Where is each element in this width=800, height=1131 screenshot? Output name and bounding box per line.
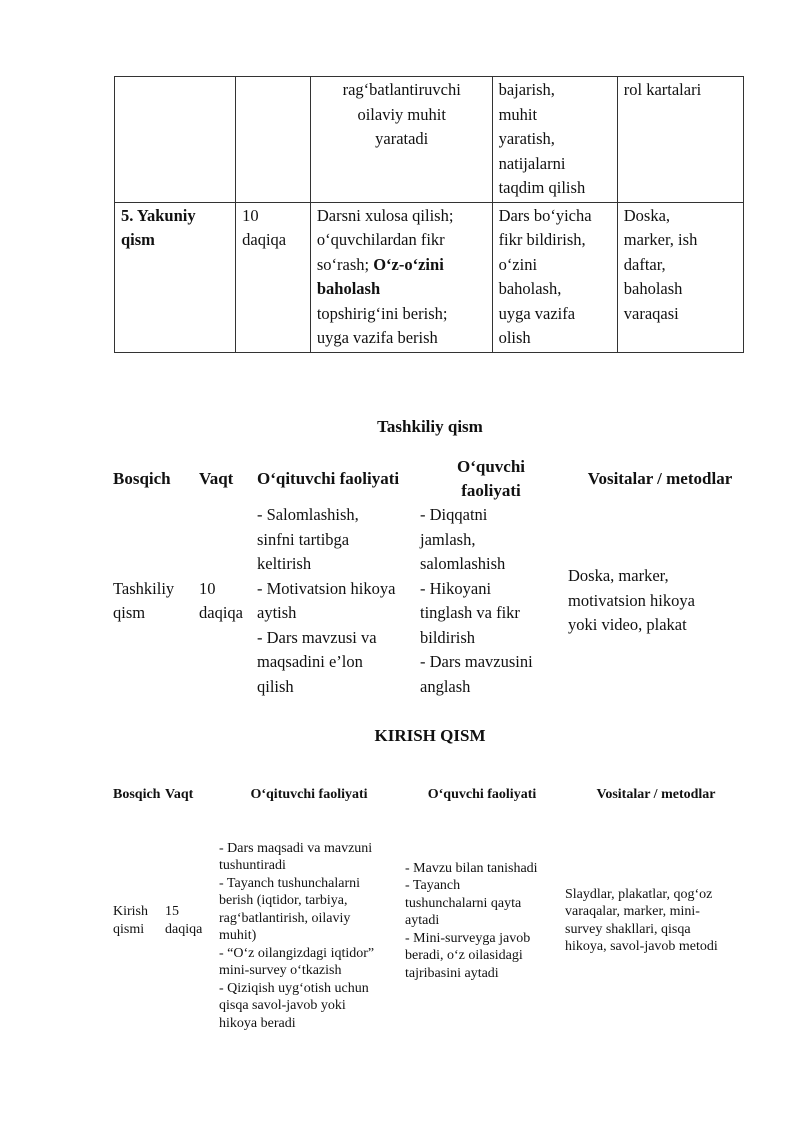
- table-cell-teacher: - Dars maqsadi va mavzuni tushuntiradi - Tayanch tushunchalarni berish (iqtidor, tarbiya, rag‘batlantirish, oilaviy muhit) - “O‘z oilangizdagi iqtidor” mini-survey o‘tkazish - Qiziqish uyg‘otish uchun qisqa savol-javob yoki hikoya beradi: [219, 840, 375, 1031]
- section-title-tashkiliy: Tashkiliy qism: [377, 417, 483, 436]
- table-cell-stage: Tashkiliy qism: [113, 578, 175, 622]
- table-cell-time: 10 daqiqa: [199, 578, 243, 622]
- table-header-row: [110, 455, 755, 503]
- header-tools: Vositalar / metodlar: [587, 469, 733, 488]
- header-bosqich: Bosqich: [113, 787, 161, 802]
- table-cell-teacher: Darsni xulosa qilish; o‘quvchilardan fikr so‘rash; O‘z-o‘zini baholash topshirig‘ini berish; uyga vazifa berish: [310, 202, 492, 352]
- table-cell-student: - Mavzu bilan tanishadi - Tayanch tushunchalarni qayta aytadi - Mini-surveyga javob beradi, o‘z oilasidagi tajribasini aytadi: [405, 860, 538, 981]
- table-cell-student: Dars bo‘yicha fikr bildirish, o‘zini baholash, uyga vazifa olish: [492, 202, 617, 352]
- header-vaqt: Vaqt: [165, 787, 194, 802]
- table-cell: rol kartalari: [617, 77, 743, 203]
- lesson-table-continued: [114, 76, 744, 353]
- kirish-table: [110, 780, 750, 1032]
- table-cell-teacher: - Salomlashish, sinfni tartibga keltirish - Motivatsion hikoya aytish - Dars mavzusi va maqsadini e’lon qilish: [257, 505, 396, 696]
- table-row: [110, 810, 750, 1033]
- table-cell: [115, 77, 236, 203]
- table-header-row: [110, 780, 750, 810]
- table-cell: bajarish, muhit yaratish, natijalarni taqdim qilish: [492, 77, 617, 203]
- header-teacher: O‘qituvchi faoliyati: [257, 469, 400, 488]
- table-cell-tools: Slaydlar, plakatlar, qog‘oz varaqalar, marker, mini- survey shakllari, qisqa hikoya, savol-javob metodi: [565, 886, 718, 955]
- table-cell-time: 10 daqiqa: [236, 202, 311, 352]
- header-student: O‘quvchi faoliyati: [456, 457, 526, 500]
- table-cell-student: - Diqqatni jamlash, salomlashish - Hikoyani tinglash va fikr bildirish - Dars mavzusini anglash: [420, 505, 533, 696]
- table-row: [115, 77, 744, 203]
- header-student: O‘quvchi faoliyati: [427, 787, 537, 802]
- table-row: [115, 202, 744, 352]
- header-vaqt: Vaqt: [199, 469, 234, 488]
- tashkiliy-table: [110, 455, 755, 699]
- table-cell: [236, 77, 311, 203]
- table-cell-tools: Doska, marker, motivatsion hikoya yoki video, plakat: [568, 566, 695, 635]
- header-teacher: O‘qituvchi faoliyati: [250, 787, 368, 802]
- table-cell-time: 15 daqiqa: [165, 904, 203, 937]
- table-cell-stage: 5. Yakuniy qism: [115, 202, 236, 352]
- header-bosqich: Bosqich: [113, 469, 171, 488]
- section-title-kirish: KIRISH QISM: [374, 726, 486, 745]
- table-cell: rag‘batlantiruvchi oilaviy muhit yaratadi: [310, 77, 492, 203]
- table-cell-stage: Kirish qismi: [113, 904, 148, 937]
- table-cell-tools: Doska, marker, ish daftar, baholash varaqasi: [617, 202, 743, 352]
- table-row: [110, 503, 755, 699]
- header-tools: Vositalar / metodlar: [596, 787, 716, 802]
